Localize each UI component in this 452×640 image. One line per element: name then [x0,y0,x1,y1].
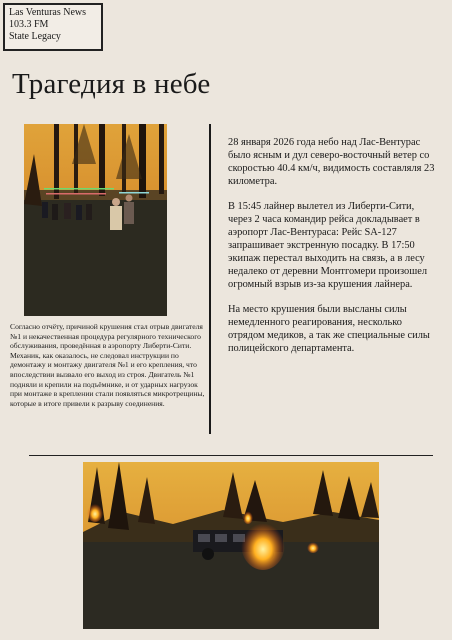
crash-site-image [83,462,379,629]
masthead-server: State Legacy [9,31,61,42]
masthead-name: Las Venturas News [9,7,87,18]
page-title: Трагедия в небе [12,68,211,100]
newspaper-masthead [3,3,103,51]
article-body [228,136,440,367]
article-paragraph: 28 января 2026 года небо над Лас-Вентурас было ясным и дул северо-восточный ветер со скоростью 40.4 км/ч, видимость составляля 23 километра. [228,137,435,187]
forest-scene-photo [24,124,167,316]
article-paragraph: На место крушения были высланы силы немедленного реагирования, несколько отрядом медиков, а так же специальные силы полицейского департамента. [228,304,430,354]
photo-caption: Согласно отчёту, причиной крушения стал отрыв двигателя №1 и некачественная процедура регулярного технического обслуживания, проведённая в аэропорту Либерти-Сити. Механик, как оказалось, не следовал инструкции по демонтажу и монтажу двигателя №1 и его крепления, что впоследствии вызвало его выход из строя. Двигатель №1 подняли и крепили на подъёмнике, и от ударных нагрузок при монтаже в креплении стали появляться микротрещины, которые в итоге привели к разрыву соединения. [10,322,205,408]
section-divider [29,455,433,456]
article-paragraph: В 15:45 лайнер вылетел из Либерти-Сити, через 2 часа командир рейса докладывает в аэропорт Лас-Вентураса: Рейс SA-127 запрашивает экстренную посадку. В 17:50 экипаж перестал выходить на связь, а в лесу недалеко от деревни Монтгомери произошел огромный взрыв из-за крушения лайнера. [228,201,428,290]
crash-site-photo [83,462,379,629]
masthead-frequency: 103.3 FM [9,19,49,30]
forest-scene-image [24,124,167,316]
column-divider [209,124,211,434]
